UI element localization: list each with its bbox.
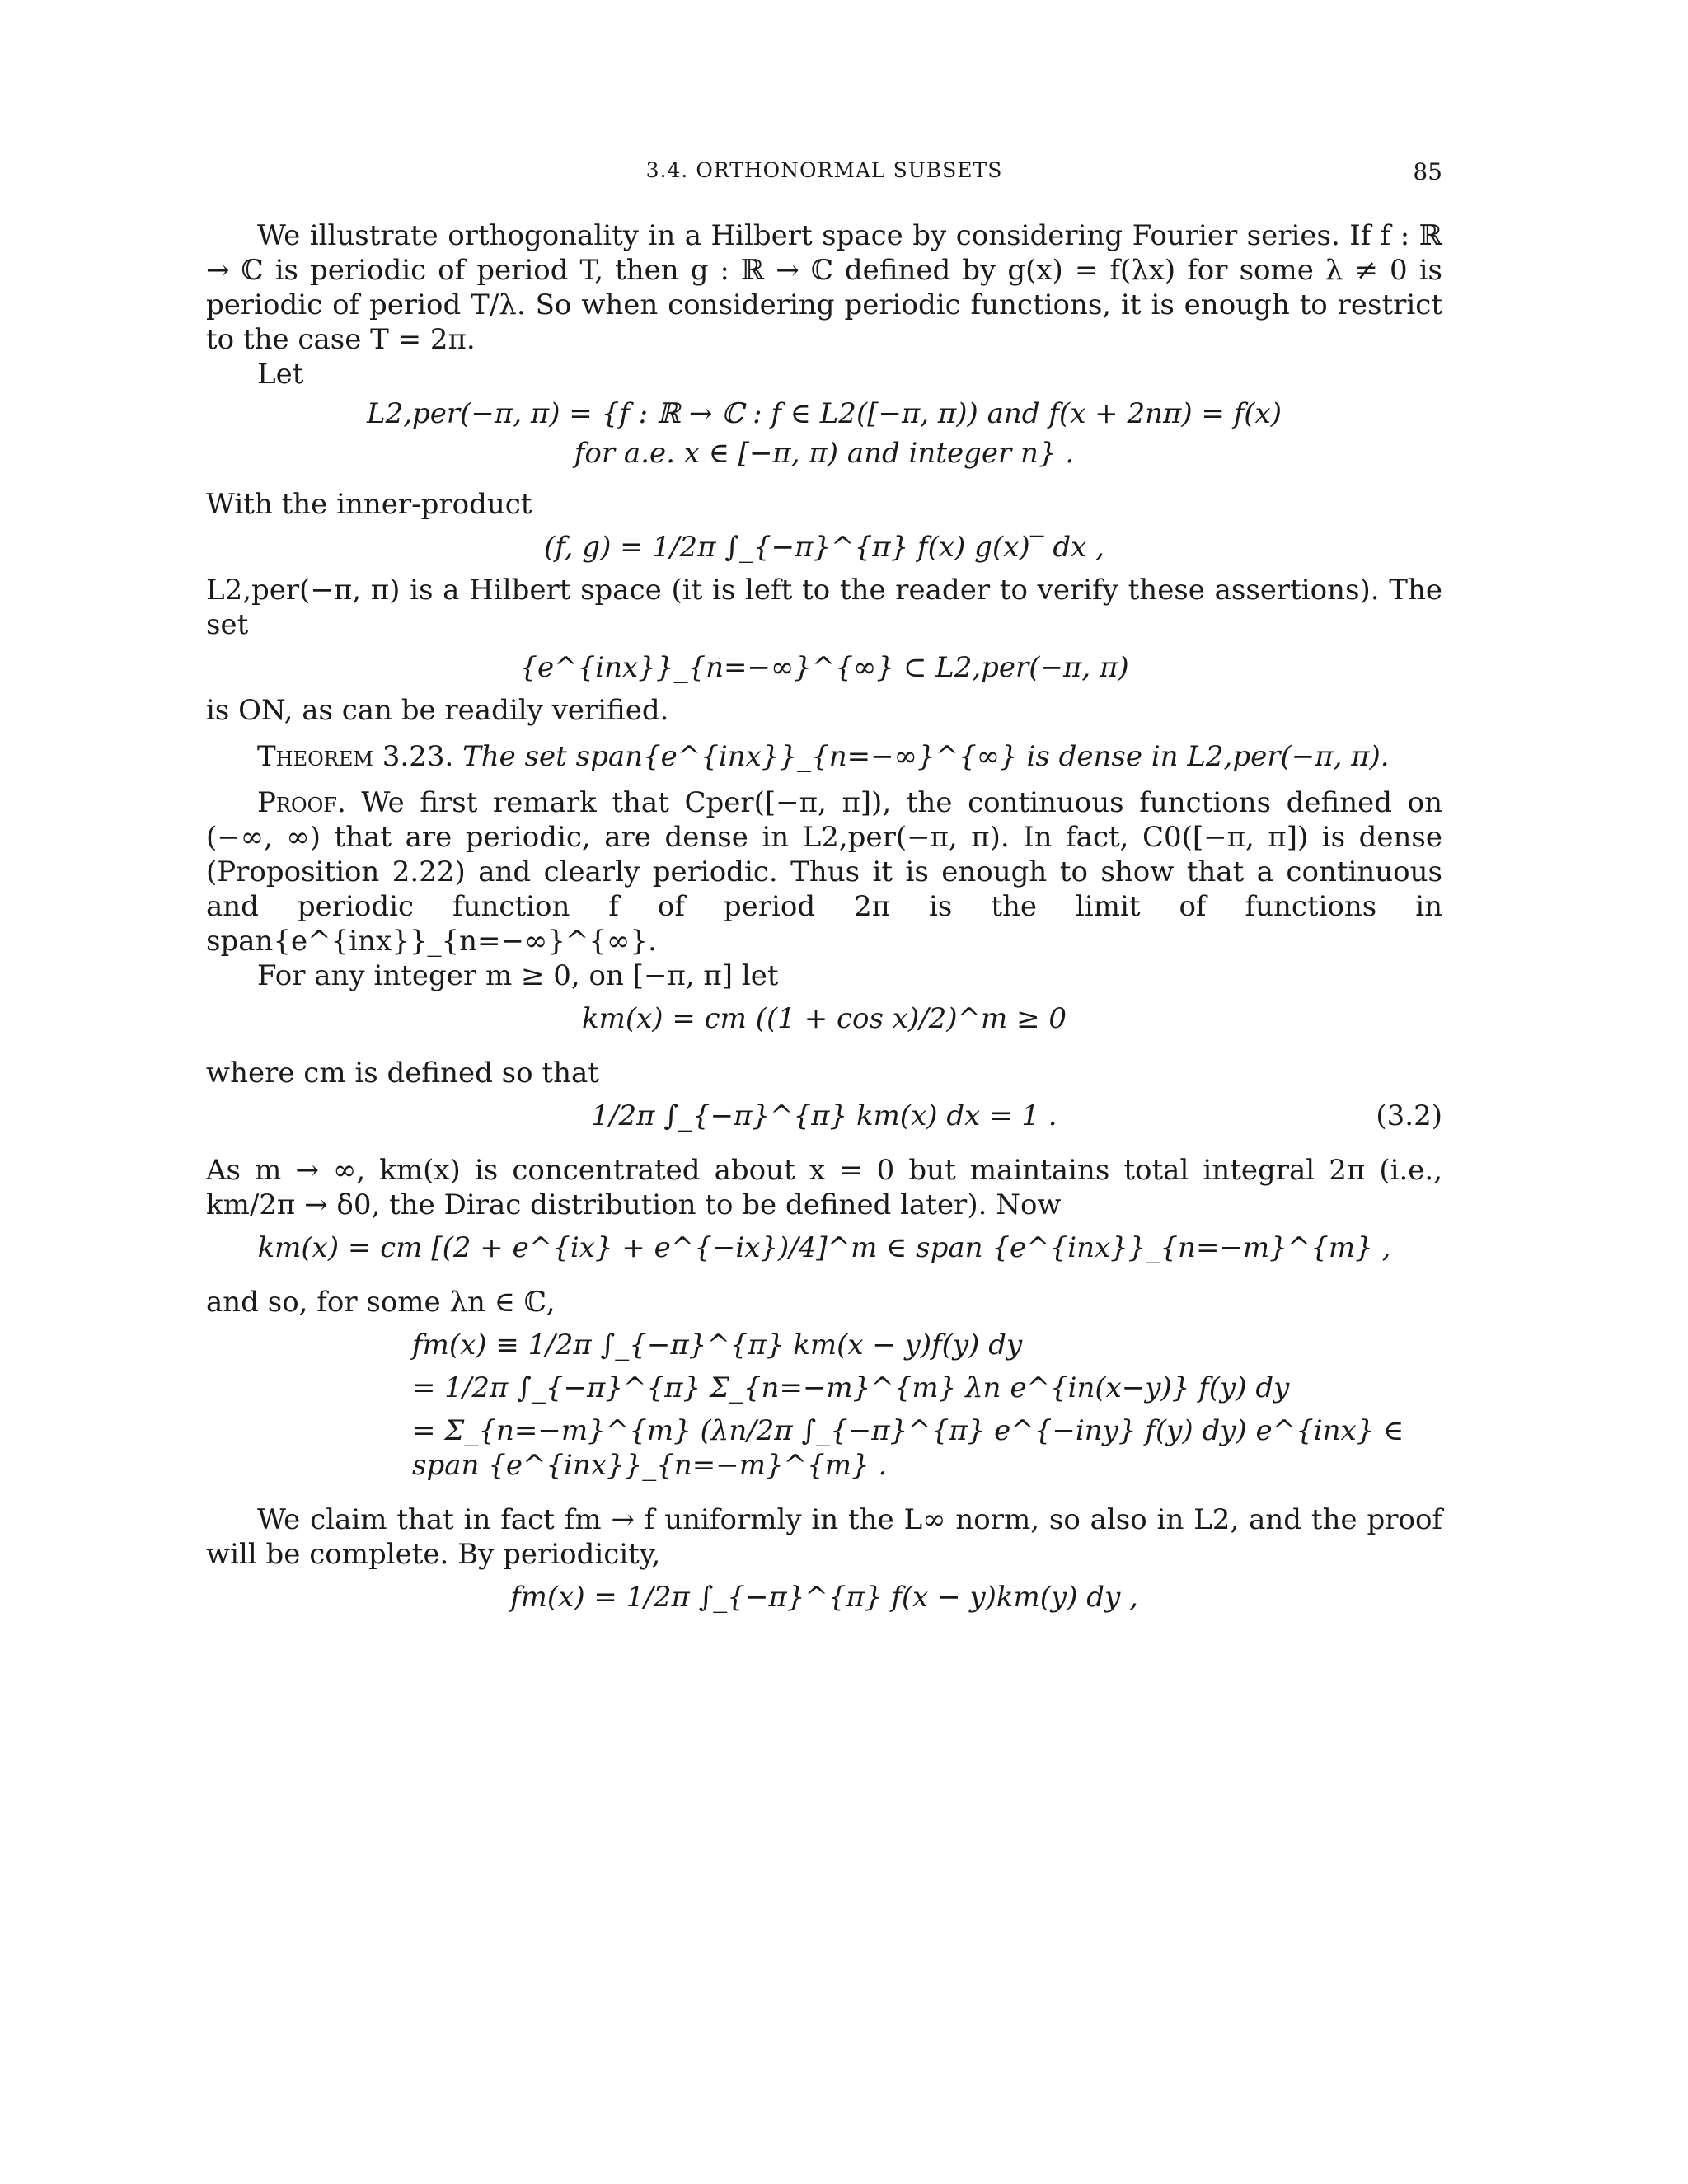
running-header bbox=[206, 158, 1442, 191]
hilbert-space-text: L2,per(−π, π) is a Hilbert space (it is left to the reader to verify these assertions). The set bbox=[206, 574, 1442, 641]
fm-convolution-equation: fm(x) = 1/2π ∫_{−π}^{π} f(x − y)km(y) dy , bbox=[510, 1581, 1138, 1614]
fm-derivation-line-2: = 1/2π ∫_{−π}^{π} Σ_{n=−m}^{m} λn e^{in(x−y)} f(y) dy bbox=[412, 1371, 1290, 1404]
normalization-equation bbox=[206, 1099, 1442, 1133]
fm-derivation-line-1: fm(x) ≡ 1/2π ∫_{−π}^{π} km(x − y)f(y) dy bbox=[412, 1329, 1023, 1361]
proof-label: Proof. bbox=[257, 786, 346, 819]
theorem-3-23 bbox=[206, 739, 1442, 774]
inner-product-intro: With the inner-product bbox=[206, 488, 532, 521]
paragraph-intro: We illustrate orthogonality in a Hilbert space by considering Fourier series. If f : ℝ → ℂ is periodic of period T, then g : ℝ → ℂ defined by g(x) = f(λx) for some λ ≠ 0 is periodic of period T/λ. So when considering periodic functions, it is enough to restrict to the case T = 2π. bbox=[206, 219, 1442, 356]
page-number: 85 bbox=[1413, 158, 1442, 185]
fm-derivation-line-3: = Σ_{n=−m}^{m} (λn/2π ∫_{−π}^{π} e^{−iny} f(y) dy) e^{inx} ∈ span {e^{inx}}_{n=−m}^{m} . bbox=[412, 1414, 1404, 1482]
where-cm-text: where cm is defined so that bbox=[206, 1057, 599, 1090]
normalization-formula: 1/2π ∫_{−π}^{π} km(x) dx = 1 . bbox=[591, 1099, 1057, 1132]
for-any-integer-text: For any integer m ≥ 0, on [−π, π] let bbox=[257, 959, 779, 992]
definition-line-1: L2,per(−π, π) = {f : ℝ → ℂ : f ∈ L2([−π, π)) and f(x + 2nπ) = f(x) bbox=[367, 397, 1282, 430]
and-so-text: and so, for some λn ∈ ℂ, bbox=[206, 1286, 556, 1319]
on-verified-text: is ON, as can be readily verified. bbox=[206, 694, 669, 727]
definition-line-2: for a.e. x ∈ [−π, π) and integer n} . bbox=[574, 437, 1075, 470]
proof-text: We first remark that Cper([−π, π]), the continuous functions defined on (−∞, ∞) that are periodic, are dense in L2,per(−π, π). In fact, C0([−π, π]) is dense (Proposition 2.22) and clearly periodic. Thus it is enough to show that a continuous and periodic function f of period 2π is the limit of functions in span{e^{inx}}_{n=−∞}^{∞}. bbox=[206, 786, 1442, 958]
equation-number: (3.2) bbox=[1376, 1099, 1442, 1132]
concentration-text: As m → ∞, km(x) is concentrated about x = 0 but maintains total integral 2π (i.e., km/2π → δ0, the Dirac distribution to be defined later). Now bbox=[206, 1154, 1442, 1221]
section-title: 3.4. ORTHONORMAL SUBSETS bbox=[645, 158, 1003, 182]
inner-product-equation: (f, g) = 1/2π ∫_{−π}^{π} f(x) g(x)‾ dx , bbox=[544, 531, 1104, 564]
page-body bbox=[206, 218, 1442, 1623]
page bbox=[206, 0, 1442, 2184]
fm-derivation bbox=[412, 1328, 1442, 1483]
proof-paragraph bbox=[206, 785, 1442, 958]
km-definition-equation: km(x) = cm ((1 + cos x)/2)^m ≥ 0 bbox=[581, 1002, 1067, 1035]
theorem-statement: The set span{e^{inx}}_{n=−∞}^{∞} is dense in L2,per(−π, π). bbox=[462, 740, 1390, 773]
theorem-label: Theorem 3.23. bbox=[257, 740, 454, 773]
claim-text: We claim that in fact fm → f uniformly in the L∞ norm, so also in L2, and the proof will be complete. By periodicity, bbox=[206, 1503, 1442, 1571]
orthonormal-set-equation: {e^{inx}}_{n=−∞}^{∞} ⊂ L2,per(−π, π) bbox=[519, 651, 1129, 684]
km-span-equation: km(x) = cm [(2 + e^{ix} + e^{−ix})/4]^m ∈ span {e^{inx}}_{n=−m}^{m} , bbox=[257, 1231, 1391, 1264]
let-text: Let bbox=[257, 358, 304, 391]
